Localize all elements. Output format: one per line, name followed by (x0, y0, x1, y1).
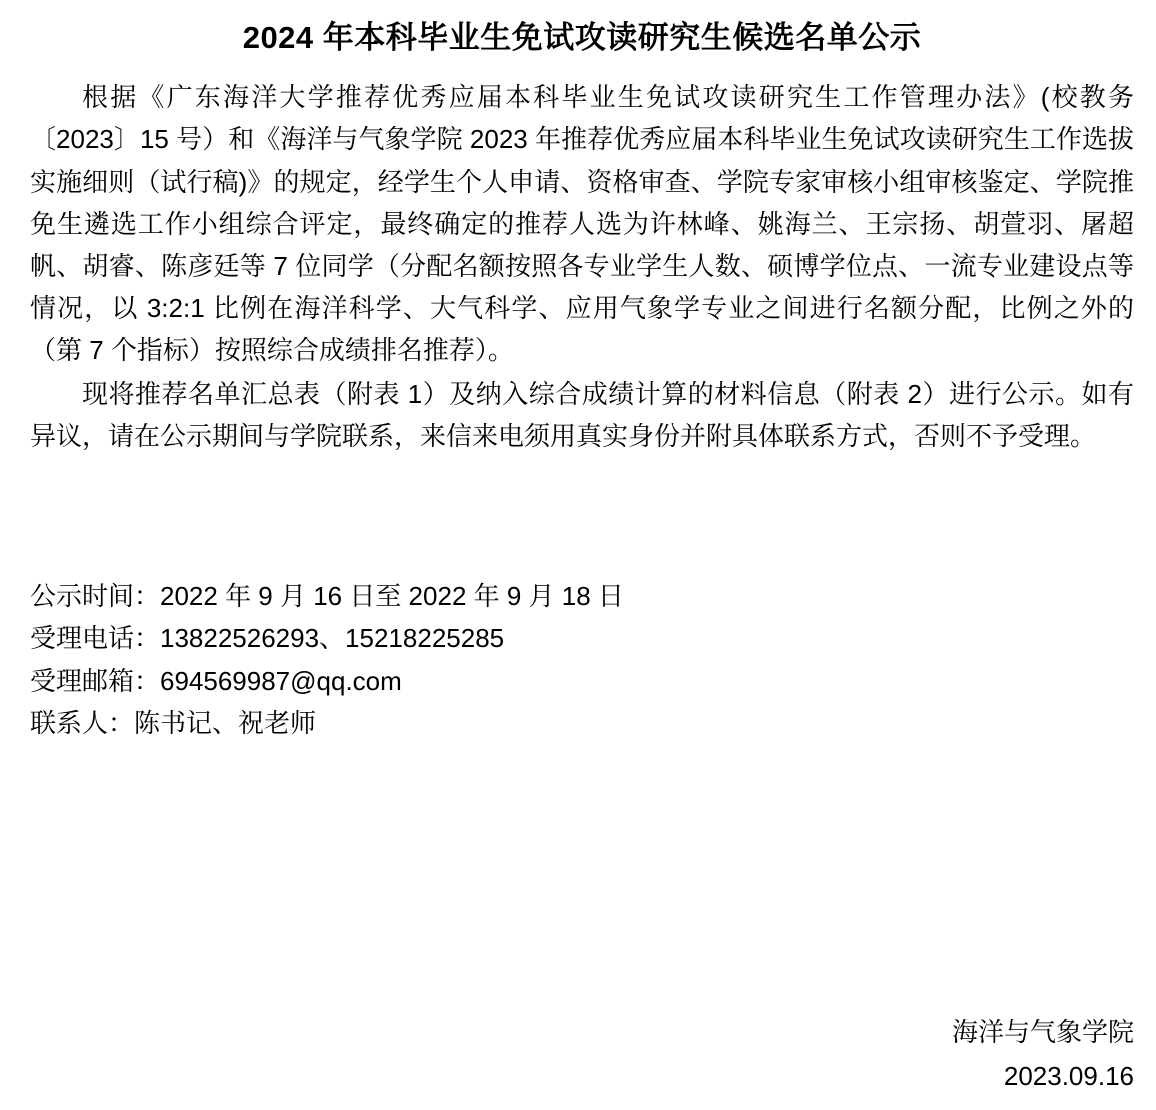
paragraph-body-2: 现将推荐名单汇总表（附表 1）及纳入综合成绩计算的材料信息（附表 2）进行公示。如有异议，请在公示期间与学院联系，来信来电须用真实身份并附具体联系方式，否则不予受理。 (30, 379, 1134, 452)
phone-line: 受理电话：13822526293、15218225285 (30, 623, 505, 654)
signature-date: 2023.09.16 (1003, 1061, 1134, 1091)
contact-person-line: 联系人：陈书记、祝老师 (30, 707, 317, 738)
signature-organization: 海洋与气象学院 (951, 1017, 1134, 1047)
page-title: 2024 年本科毕业生免试攻读研究生候选名单公示 (242, 20, 922, 55)
contact-info-block (30, 575, 1134, 743)
paragraph-body-1: 根据《广东海洋大学推荐优秀应届本科毕业生免试攻读研究生工作管理办法》(校教务〔2023〕15 号）和《海洋与气象学院 2023 年推荐优秀应届本科毕业生免试攻读研究生工作选拔实施细则（试行稿)》的规定，经学生个人申请、资格审查、学院专家审核小组审核鉴定、学院推免生遴选工作小组综合评定，最终确定的推荐人选为许林峰、姚海兰、王宗扬、胡萱羽、屠超帆、胡睿、陈彦廷等 7 位同学（分配名额按照各专业学生人数、硕博学位点、一流专业建设点等情况，以 3:2:1 比例在海洋科学、大气科学、应用气象学专业之间进行名额分配，比例之外的（第 7 个指标）按照综合成绩排名推荐）。 (30, 82, 1134, 365)
email-line: 受理邮箱：694569987@qq.com (30, 665, 402, 696)
publicity-time-line: 公示时间：2022 年 9 月 16 日至 2022 年 9 月 18 日 (30, 581, 624, 612)
